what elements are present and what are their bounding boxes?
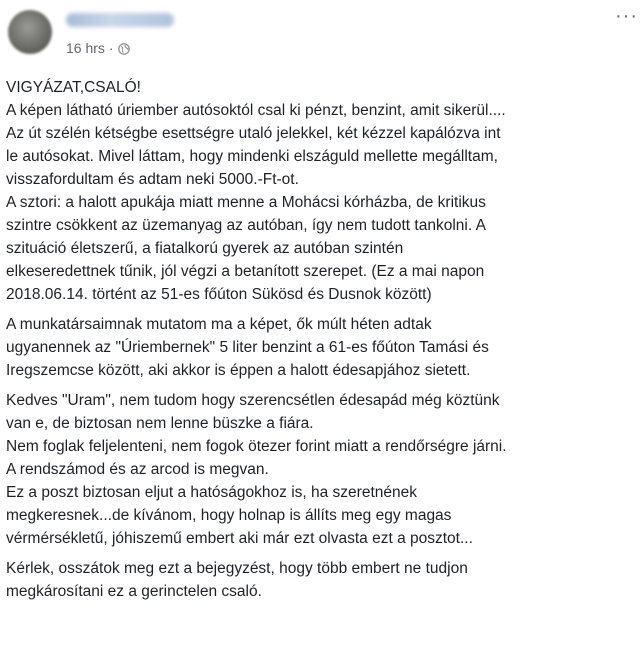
author-name-blurred[interactable] (66, 13, 174, 27)
post-text (6, 76, 638, 610)
post-paragraph: Kérlek, osszátok meg ezt a bejegyzést, hogy több embert ne tudjon megkárosítani ez a gerinctelen csaló. (6, 560, 468, 600)
meta-separator: · (108, 40, 114, 56)
globe-icon[interactable] (118, 42, 130, 54)
post-meta (66, 40, 130, 56)
more-options-icon[interactable]: ··· (615, 5, 638, 27)
post-paragraph: A munkatársaimnak mutatom ma a képet, ők múlt héten adtak ugyanennek az "Úriembernek" 5 liter benzint a 61-es főúton Tamási és Iregszemcse között, aki akkor is éppen a halott édesapjához sietett. (6, 316, 489, 379)
post-header (0, 0, 644, 70)
post-paragraph: Kedves "Uram", nem tudom hogy szerencsétlen édesapád még köztünk van e, de biztosan nem lenne büszke a fiára. Nem foglak feljelenteni, nem fogok ötezer forint miatt a rendőrségre járni. A rendszámod és az arcod is megvan. Ez a poszt biztosan eljut a hatóságokhoz is, ha szeretnének megkeresnek...de kívánom, hogy holnap is állíts meg egy magas vérmérsékletű, jóhiszemű embert aki már ezt olvasta ezt a posztot... (6, 392, 507, 547)
avatar[interactable] (8, 10, 52, 54)
post-paragraph: VIGYÁZAT,CSALÓ! A képen látható úriember autósoktól csal ki pénzt, benzint, amit sikerül.... Az út szélén kétségbe esettségre utaló jelekkel, két kézzel kapálózva int le autósokat. Mivel láttam, hogy mindenki elszáguld mellette megálltam, visszafordultam és adtam neki 5000.-Ft-ot. A sztori: a halott apukája miatt menne a Mohácsi kórházba, de kritikus szintre csökkent az üzemanyag az autóban, így nem tudott tankolni. A szituáció életszerű, a fiatalkorú gyerek az autóban szintén elkeseredettnek tűnik, jól végzi a betanított szerepet. (Ez a mai napon 2018.06.14. történt az 51-es főúton Sükösd és Dusnok között) (6, 79, 506, 303)
timestamp[interactable]: 16 hrs (66, 40, 105, 56)
